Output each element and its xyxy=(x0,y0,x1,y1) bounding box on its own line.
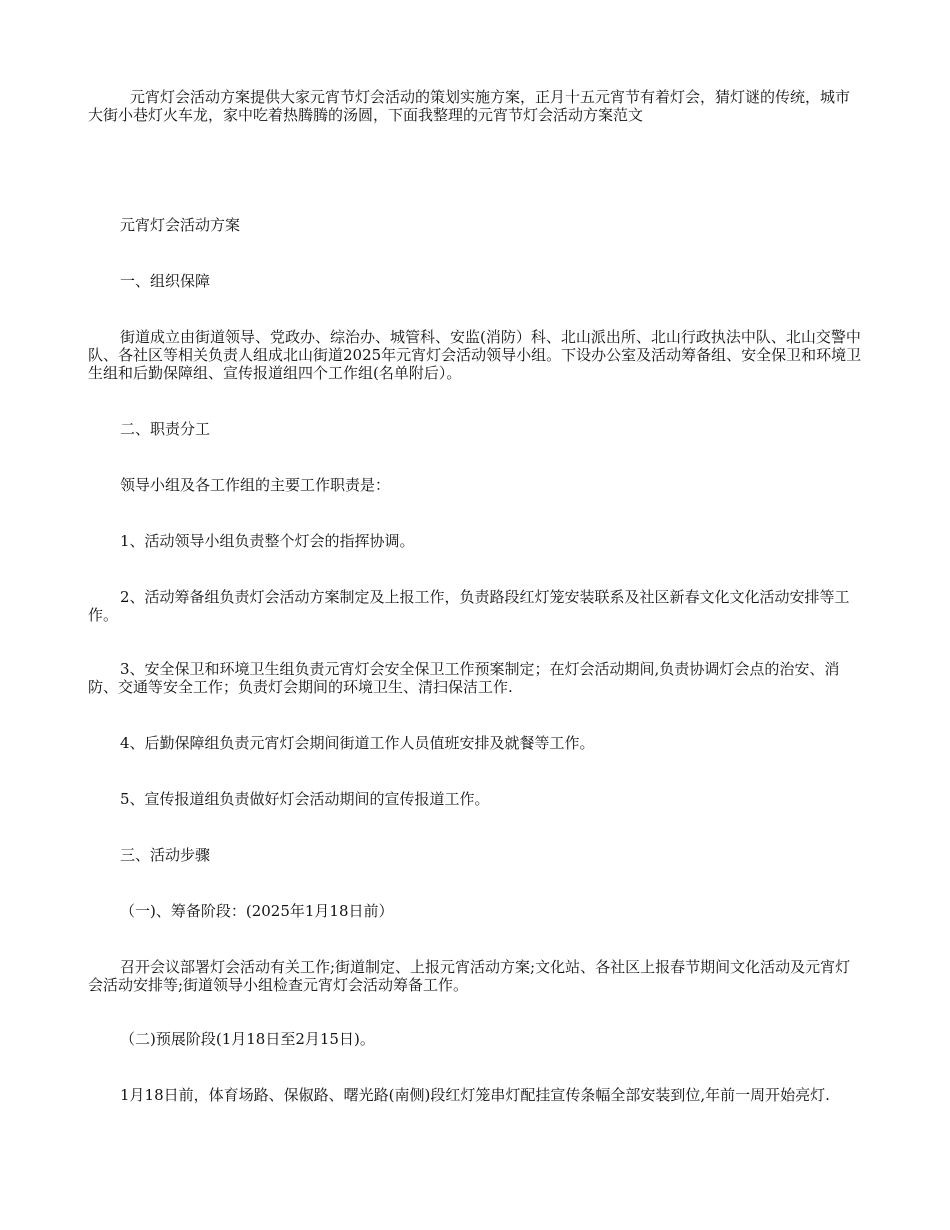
duty-item-4: 4、后勤保障组负责元宵灯会期间街道工作人员值班安排及就餐等工作。 xyxy=(120,734,595,752)
section1-heading: 一、组织保障 xyxy=(120,272,211,290)
duty-item-2: 2、活动筹备组负责灯会活动方案制定及上报工作，负责路段红灯笼安装联系及社区新春文化文化活动安排等工作。 xyxy=(88,588,850,624)
stage2-heading: （二)预展阶段(1月18日至2月15日)。 xyxy=(120,1030,375,1048)
stage1-heading: （一)、筹备阶段：(2025年1月18日前） xyxy=(120,902,394,920)
duty-item-5: 5、宣传报道组负责做好灯会活动期间的宣传报道工作。 xyxy=(120,790,490,808)
section2-intro: 领导小组及各工作组的主要工作职责是： xyxy=(120,476,391,494)
intro-paragraph: 元宵灯会活动方案提供大家元宵节灯会活动的策划实施方案，正月十五元宵节有着灯会，猜灯谜的传统，城市大街小巷灯火车龙，家中吃着热腾腾的汤圆，下面我整理的元宵节灯会活动方案范文 xyxy=(88,88,851,124)
duty-item-3: 3、安全保卫和环境卫生组负责元宵灯会安全保卫工作预案制定；在灯会活动期间,负责协调灯会点的治安、消防、交通等安全工作；负责灯会期间的环境卫生、清扫保洁工作. xyxy=(88,660,840,696)
document-title: 元宵灯会活动方案 xyxy=(120,216,241,234)
section1-body: 街道成立由街道领导、党政办、综治办、城管科、安监(消防）科、北山派出所、北山行政执法中队、北山交警中队、各社区等相关负责人组成北山街道2025年元宵灯会活动领导小组。下设办公室及活动筹备组、安全保卫和环境卫生组和后勤保障组、宣传报道组四个工作组(名单附后）。 xyxy=(88,328,862,382)
section2-heading: 二、职责分工 xyxy=(120,420,211,438)
stage2-body: 1月18日前，体育场路、保俶路、曙光路(南侧)段红灯笼串灯配挂宣传条幅全部安装到位,年前一周开始亮灯. xyxy=(120,1086,830,1104)
section3-heading: 三、活动步骤 xyxy=(120,846,211,864)
duty-item-1: 1、活动领导小组负责整个灯会的指挥协调。 xyxy=(120,532,415,550)
stage1-body: 召开会议部署灯会活动有关工作;街道制定、上报元宵活动方案;文化站、各社区上报春节期间文化活动及元宵灯会活动安排等;街道领导小组检查元宵灯会活动筹备工作。 xyxy=(88,958,851,994)
